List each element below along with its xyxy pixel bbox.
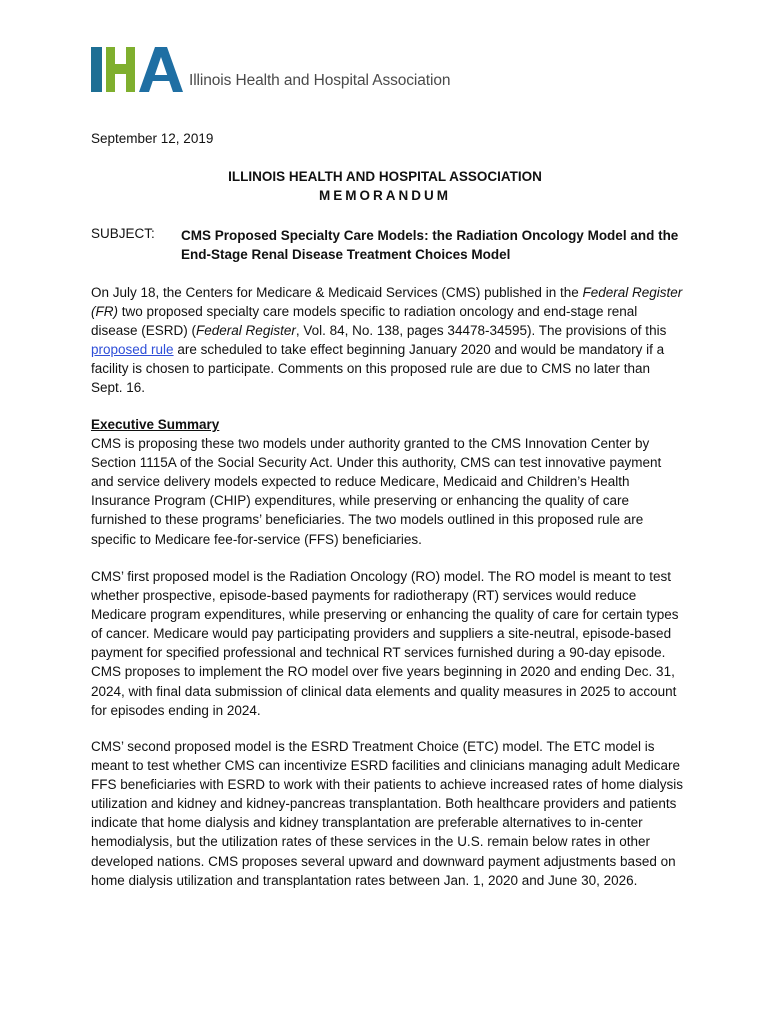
etc-model-paragraph: CMS’ second proposed model is the ESRD Treatment Choice (ETC) model. The ETC model is meant to test whether CMS can incentivize ESRD facilities and clinicians managing adult Medicare FFS beneficiaries with ESRD to work with their patients to achieve increased rates of home dialysis utilization and kidney and kidney-pancreas transplantation. Both healthcare providers and patients indicate that home dialysis and kidney transplantation are preferable alternatives to in-center hemodialysis, but the utilization rates of these services in the U.S. remain below rates in other developed nations. CMS proposes several upward and downward payment adjustments based on home dialysis utilization and transplantation rates between Jan. 1, 2020 and June 30, 2026. xyxy=(91,739,684,888)
iha-logo-mark xyxy=(91,47,185,92)
org-name: Illinois Health and Hospital Association xyxy=(189,72,451,89)
executive-summary-section xyxy=(91,415,683,549)
subject-label: SUBJECT: xyxy=(91,226,155,241)
subject-text: CMS Proposed Specialty Care Models: the Radiation Oncology Model and the End-Stage Renal Disease Treatment Choices Model xyxy=(181,228,679,262)
ro-model-paragraph: CMS’ first proposed model is the Radiation Oncology (RO) model. The RO model is meant to test whether prospective, episode-based payments for radiotherapy (RT) services would reduce Medicare program expenditures, while preserving or enhancing the quality of care for certain types of cancer. Medicare would pay participating providers and suppliers a site-neutral, episode-based payment for specified professional and technical RT services furnished during a 90-day episode. CMS proposes to implement the RO model over five years beginning in 2020 and ending Dec. 31, 2024, with final data submission of clinical data elements and quality measures in 2025 to account for episodes ending in 2024. xyxy=(91,569,679,718)
iha-logo xyxy=(91,47,450,92)
doc-type-heading: MEMORANDUM xyxy=(319,188,451,203)
intro-text-2: two proposed specialty care models specific to radiation oncology and end-stage renal disease (ESRD) ( xyxy=(91,304,638,339)
intro-paragraph xyxy=(91,283,683,398)
intro-text-3: , Vol. 84, No. 138, pages 34478-34595). The provisions of this xyxy=(295,323,667,339)
federal-register-short-italic: Federal Register xyxy=(196,323,296,339)
executive-summary-title: Executive Summary xyxy=(91,417,220,432)
executive-summary-body: CMS is proposing these two models under authority granted to the CMS Innovation Center by Section 1115A of the Social Security Act. Under this authority, CMS can test innovative payment and service delivery models expected to reduce Medicare, Medicaid and Children’s Health Insurance Program (CHIP) expenditures, while preserving or enhancing the quality of care furnished to these programs’ beneficiaries. The two models outlined in this proposed rule are specific to Medicare fee-for-service (FFS) beneficiaries. xyxy=(91,436,662,547)
proposed-rule-link[interactable]: proposed rule xyxy=(91,342,174,358)
intro-text-1: On July 18, the Centers for Medicare & Medicaid Services (CMS) published in the xyxy=(91,285,583,300)
memo-date: September 12, 2019 xyxy=(91,131,214,146)
federal-register-italic: Federal Register (FR) xyxy=(91,285,683,320)
intro-text-4: are scheduled to take effect beginning January 2020 and would be mandatory if a facility is chosen to participate. Comments on this proposed rule are due to CMS no later than Sept. 16. xyxy=(91,342,665,396)
org-heading: ILLINOIS HEALTH AND HOSPITAL ASSOCIATION xyxy=(228,169,542,184)
